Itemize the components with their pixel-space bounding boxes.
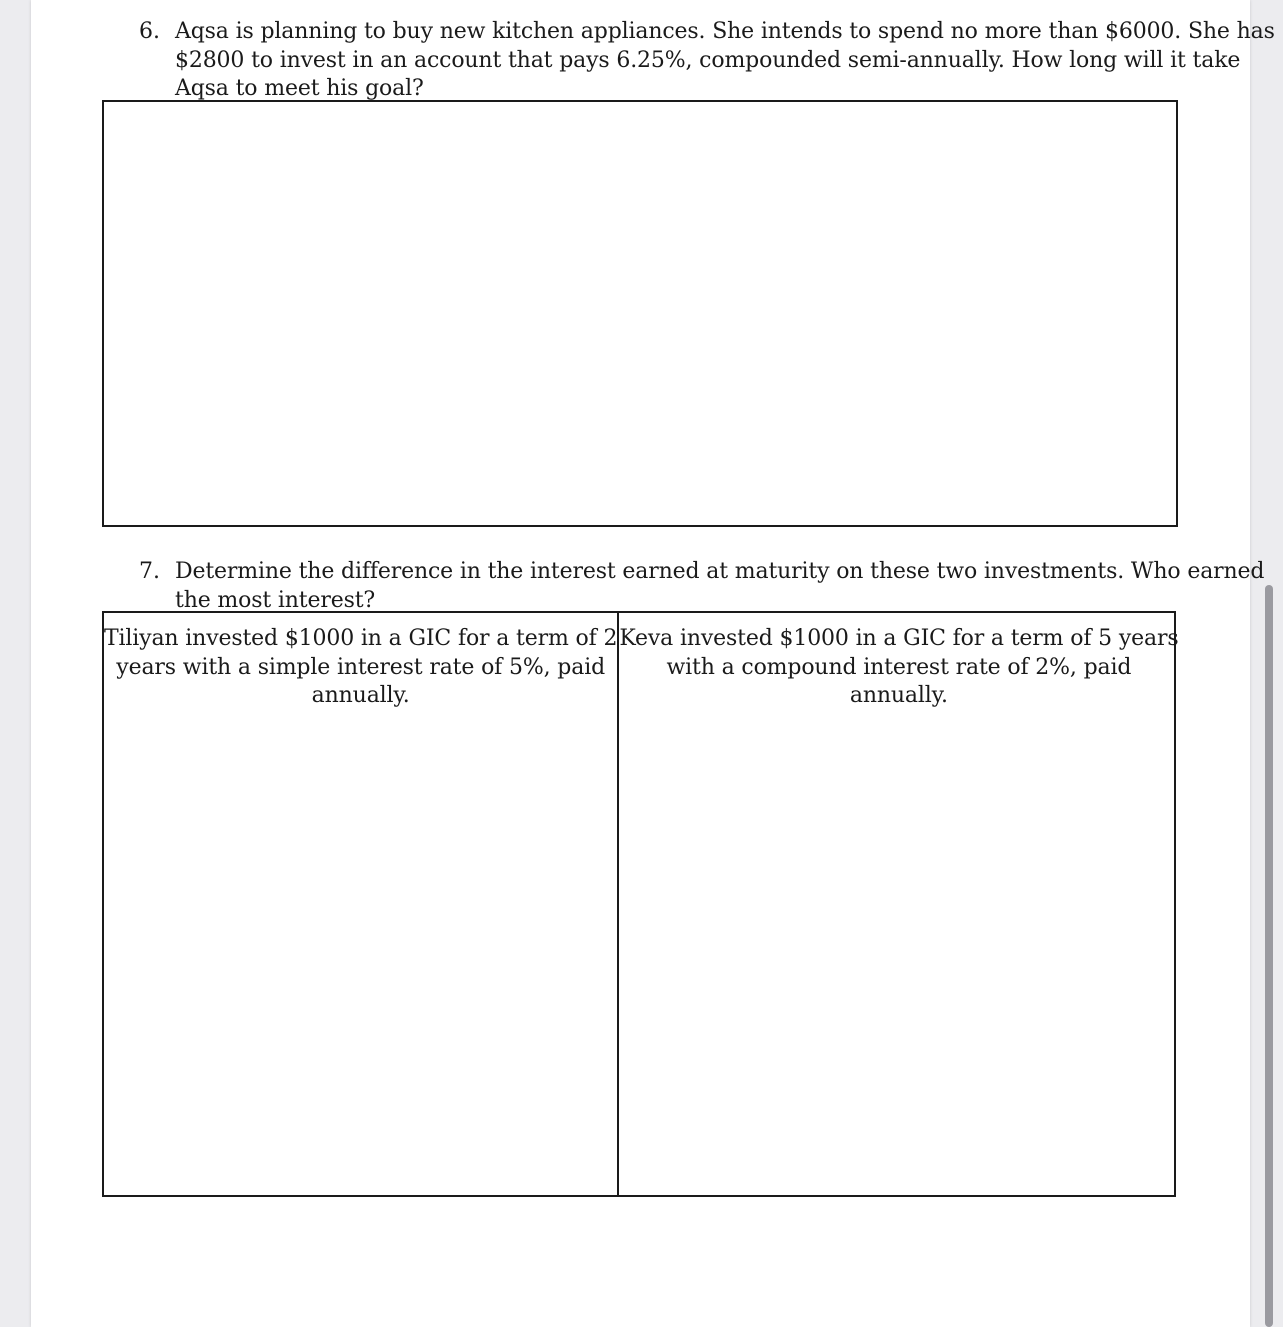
keva-line-2: with a compound interest rate of 2%, paid xyxy=(666,654,1132,680)
question-6-answer-box[interactable] xyxy=(102,100,1178,527)
tiliyan-line-1: Tiliyan invested $1000 in a GIC for a term of 2 xyxy=(104,626,618,651)
question-7-answer-table xyxy=(102,611,1179,1197)
question-7-number: 7. xyxy=(139,559,160,584)
question-7-line-2: the most interest? xyxy=(175,587,376,613)
keva-answer-box[interactable] xyxy=(619,613,1178,1195)
tiliyan-line-2: years with a simple interest rate of 5%, paid xyxy=(116,654,606,680)
question-6-line-2: $2800 to invest in an account that pays 6.25%, compounded semi-annually. How long will it take xyxy=(175,47,1241,73)
question-6-line-3: Aqsa to meet his goal? xyxy=(175,76,424,101)
keva-line-1: Keva invested $1000 in a GIC for a term of 5 years xyxy=(619,626,1179,651)
tiliyan-answer-box[interactable] xyxy=(104,613,619,1195)
vertical-scrollbar[interactable] xyxy=(1265,585,1273,1327)
worksheet-page xyxy=(31,0,1275,1327)
keva-line-3: annually. xyxy=(849,683,948,708)
question-6-text xyxy=(175,18,1275,104)
question-6-line-1: Aqsa is planning to buy new kitchen appliances. She intends to spend no more than $6000. She has xyxy=(175,19,1275,44)
question-7-text xyxy=(175,558,1264,615)
tiliyan-line-3: annually. xyxy=(311,683,410,708)
question-7-line-1: Determine the difference in the interest earned at maturity on these two investments. Who earned xyxy=(175,559,1265,584)
question-6-number: 6. xyxy=(139,19,160,44)
